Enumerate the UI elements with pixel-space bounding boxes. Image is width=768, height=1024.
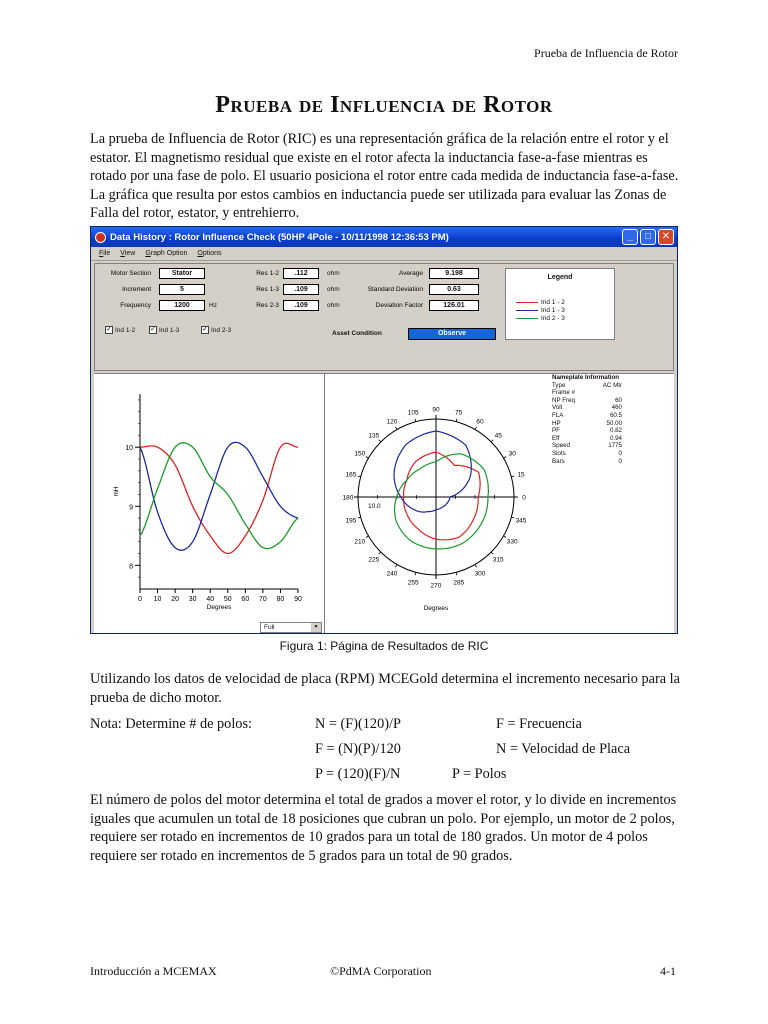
menu-graph-option[interactable]: Graph Option bbox=[145, 250, 188, 257]
legend-item-ind13 bbox=[516, 307, 565, 314]
x-tick-label: 30 bbox=[188, 596, 197, 603]
legend-item-ind12 bbox=[516, 299, 565, 306]
polar-angle-label: 45 bbox=[494, 432, 502, 440]
series-line-ind13 bbox=[140, 442, 298, 550]
nameplate-row bbox=[552, 420, 662, 428]
frequency-value: 1200 bbox=[159, 300, 205, 311]
increment-value: 5 bbox=[159, 284, 205, 295]
nameplate-row bbox=[552, 397, 662, 405]
nameplate-info bbox=[552, 374, 662, 465]
formula-n-def: N = Velocidad de Placa bbox=[496, 741, 631, 757]
footer-center: ©PdMA Corporation bbox=[330, 964, 432, 978]
polar-angle-label: 315 bbox=[492, 556, 504, 564]
formula-f-def: F = Frecuencia bbox=[496, 716, 582, 732]
asset-condition-label: Asset Condition bbox=[332, 330, 382, 337]
nameplate-value: 50.00 bbox=[606, 419, 622, 427]
nameplate-row bbox=[552, 427, 662, 435]
average-label: Average bbox=[398, 270, 423, 277]
polar-angle-label: 60 bbox=[476, 418, 484, 426]
nameplate-key: Bars bbox=[552, 457, 565, 465]
polar-angle-tick bbox=[366, 536, 369, 538]
legend bbox=[505, 268, 615, 340]
polar-angle-label: 330 bbox=[506, 538, 518, 546]
series-line-ind23 bbox=[140, 443, 298, 549]
polar-series-ind23 bbox=[395, 454, 489, 549]
maximize-button[interactable]: □ bbox=[640, 229, 656, 245]
y-axis-label: mH bbox=[113, 486, 120, 497]
polar-angle-tick bbox=[396, 427, 398, 430]
nameplate-key: HP bbox=[552, 419, 561, 427]
y-tick-label: 10 bbox=[125, 445, 133, 453]
polar-angle-label: 300 bbox=[474, 570, 486, 578]
y-tick-label: 8 bbox=[129, 563, 133, 571]
legend-label-ind13: Ind 1 - 3 bbox=[541, 307, 565, 314]
polar-angle-tick bbox=[456, 419, 457, 422]
polar-angle-label: 345 bbox=[515, 517, 527, 525]
nameplate-key: Slots bbox=[552, 449, 566, 457]
motor-section-label: Motor Section bbox=[110, 270, 151, 277]
nameplate-key: Eff bbox=[552, 434, 560, 442]
checkbox-ind23-box[interactable]: ✓ bbox=[202, 326, 208, 333]
x-tick-label: 50 bbox=[223, 596, 232, 603]
polar-angle-tick bbox=[358, 517, 361, 518]
polar-angle-label: 0 bbox=[522, 494, 526, 502]
polar-angle-label: 270 bbox=[430, 582, 442, 590]
nameplate-key: NP Freq bbox=[552, 396, 575, 404]
nameplate-row bbox=[552, 404, 662, 412]
nameplate-value: 0 bbox=[618, 457, 622, 465]
polar-angle-tick bbox=[366, 457, 369, 459]
asset-condition-status: Observe bbox=[408, 328, 496, 340]
paragraph-poles: El número de polos del motor determina el total de grados a mover el rotor, y lo divide en incrementos iguales que acumulen un total de 18 posiciones que cubran un polo. Por ejemplo, un motor de 2 polos, requiere ser rotado en incrementos de 10 grados para un total de 180 grados. Un motor de 4 polos requiere ser rotado en incrementos de 5 grados para un total de 90 grados. bbox=[90, 792, 677, 864]
window-titlebar bbox=[91, 227, 677, 247]
x-tick-label: 60 bbox=[241, 596, 250, 603]
polar-angle-tick bbox=[379, 552, 381, 554]
polar-angle-label: 150 bbox=[354, 450, 366, 458]
legend-swatch-ind12 bbox=[516, 302, 538, 304]
menu-view[interactable]: View bbox=[120, 250, 136, 257]
plot-divider bbox=[324, 374, 325, 634]
std-deviation-label: Standard Deviation bbox=[367, 286, 423, 293]
ric-results-window bbox=[90, 226, 678, 634]
x-tick-label: 10 bbox=[153, 596, 162, 603]
frequency-unit: Hz bbox=[209, 302, 217, 309]
res23-value: .109 bbox=[283, 300, 319, 311]
formula-note: Nota: Determine # de polos: bbox=[90, 716, 252, 732]
polar-angle-tick bbox=[475, 427, 477, 430]
close-button[interactable]: ✕ bbox=[658, 229, 674, 245]
polar-angle-tick bbox=[504, 457, 507, 459]
formula-p-def: P = Polos bbox=[452, 766, 507, 782]
std-deviation-value: 0.63 bbox=[429, 284, 479, 295]
footer-left: Introducción a MCEMAX bbox=[90, 964, 217, 978]
checkbox-ind12[interactable] bbox=[105, 326, 135, 334]
y-tick-label: 9 bbox=[129, 504, 133, 512]
polar-series-ind12 bbox=[404, 452, 481, 540]
polar-angle-label: 75 bbox=[455, 409, 463, 417]
polar-angle-label: 210 bbox=[354, 538, 366, 546]
nameplate-key: PF bbox=[552, 427, 560, 435]
res13-unit: ohm bbox=[327, 286, 340, 293]
polar-angle-tick bbox=[491, 440, 493, 442]
intro-paragraph: La prueba de Influencia de Rotor (RIC) es una representación gráfica de la relación entre el rotor y el estator. El magnetismo residual que existe en el rotor afecta la inductancia fase-a-fase mientras es rotado por una fase de polo. El usuario posiciona el rotor entre cada medida de inductancia fase-a-fase. La gráfica que resulta por estos cambios en inductancia puede ser utilizada para evaluar las Zonas de Falla del rotor, estator, y entrehierro. bbox=[90, 131, 679, 221]
formula-f: F = (N)(P)/120 bbox=[315, 741, 401, 757]
checkbox-ind12-box[interactable]: ✓ bbox=[106, 326, 112, 333]
nameplate-value bbox=[588, 389, 622, 397]
polar-angle-label: 105 bbox=[407, 409, 419, 417]
checkbox-ind23[interactable] bbox=[201, 326, 231, 334]
res13-label: Res 1-3 bbox=[256, 286, 279, 293]
polar-angle-label: 30 bbox=[508, 450, 516, 458]
legend-item-ind23 bbox=[516, 315, 565, 322]
x-tick-label: 90 bbox=[294, 596, 302, 603]
polar-angle-label: 120 bbox=[386, 418, 398, 426]
x-tick-label: 40 bbox=[206, 596, 215, 603]
polar-angle-label: 195 bbox=[345, 517, 357, 525]
polar-angle-label: 180 bbox=[342, 494, 354, 502]
menubar bbox=[91, 247, 677, 261]
range-select-value: Full bbox=[264, 624, 275, 631]
legend-swatch-ind13 bbox=[516, 310, 538, 312]
nameplate-key: Volt bbox=[552, 404, 563, 412]
nameplate-row bbox=[552, 458, 662, 466]
polar-angle-tick bbox=[379, 440, 381, 442]
nameplate-row bbox=[552, 442, 662, 450]
nameplate-value: 0 bbox=[618, 449, 622, 457]
nameplate-value: 0.82 bbox=[609, 427, 622, 435]
menu-options[interactable]: Options bbox=[197, 250, 222, 257]
nameplate-value: 0.94 bbox=[609, 434, 622, 442]
polar-angle-tick bbox=[358, 476, 361, 477]
res13-value: .109 bbox=[283, 284, 319, 295]
checkbox-ind12-label: Ind 1-2 bbox=[115, 326, 136, 334]
x-tick-label: 70 bbox=[258, 596, 267, 603]
deviation-factor-label: Deviation Factor bbox=[375, 302, 423, 309]
res23-label: Res 2-3 bbox=[256, 302, 279, 309]
res23-unit: ohm bbox=[327, 302, 340, 309]
formula-p: P = (120)(F)/N bbox=[315, 766, 401, 782]
legend-label-ind12: Ind 1 - 2 bbox=[541, 299, 565, 306]
formula-n: N = (F)(120)/P bbox=[315, 716, 401, 732]
page-title: Prueba de Influencia de Rotor bbox=[215, 92, 553, 118]
polar-angle-label: 240 bbox=[386, 570, 398, 578]
nameplate-value: 460 bbox=[611, 404, 622, 412]
figure-caption: Figura 1: Página de Resultados de RIC bbox=[279, 639, 489, 653]
polar-angle-tick bbox=[475, 565, 477, 568]
polar-angle-label: 135 bbox=[368, 432, 380, 440]
footer-page-number: 4-1 bbox=[660, 964, 676, 978]
nameplate-key: Type bbox=[552, 381, 566, 389]
checkbox-ind13-box[interactable]: ✓ bbox=[150, 326, 156, 333]
polar-angle-label: 255 bbox=[407, 579, 419, 587]
polar-angle-label: 225 bbox=[368, 556, 380, 564]
average-value: 9.198 bbox=[429, 268, 479, 279]
increment-label: Increment bbox=[122, 286, 151, 293]
x-axis-label: Degrees bbox=[206, 604, 232, 611]
polar-angle-tick bbox=[511, 476, 514, 477]
deviation-factor-value: 126.01 bbox=[429, 300, 479, 311]
polar-angle-tick bbox=[396, 565, 398, 568]
chevron-down-icon[interactable]: ▼ bbox=[311, 623, 321, 632]
checkbox-ind13-label: Ind 1-3 bbox=[159, 326, 180, 334]
polar-angle-tick bbox=[491, 552, 493, 554]
inductance-line-chart bbox=[94, 374, 324, 622]
nameplate-row bbox=[552, 450, 662, 458]
polar-angle-label: 285 bbox=[453, 579, 465, 587]
polar-angle-tick bbox=[504, 536, 507, 538]
nameplate-value: AC Mtr bbox=[602, 381, 622, 389]
checkbox-ind13[interactable] bbox=[149, 326, 179, 334]
frequency-label: Frequency bbox=[120, 302, 151, 309]
paragraph-increment: Utilizando los datos de velocidad de placa (RPM) MCEGold determina el incremento necesario para la prueba de dicho motor. bbox=[90, 671, 680, 706]
legend-label-ind23: Ind 2 - 3 bbox=[541, 315, 565, 322]
polar-angle-tick bbox=[456, 572, 457, 575]
nameplate-key: FLA bbox=[552, 411, 564, 419]
polar-angle-tick bbox=[415, 419, 416, 422]
x-tick-label: 0 bbox=[138, 596, 142, 603]
running-header: Prueba de Influencia de Rotor bbox=[534, 46, 678, 60]
nameplate-row bbox=[552, 435, 662, 443]
nameplate-title: Nameplate Information bbox=[552, 374, 620, 381]
nameplate-row bbox=[552, 382, 662, 390]
checkbox-ind23-label: Ind 2-3 bbox=[211, 326, 232, 334]
legend-swatch-ind23 bbox=[516, 318, 538, 320]
plot-area bbox=[94, 373, 674, 633]
nameplate-key: Frame # bbox=[552, 389, 576, 397]
legend-title: Legend bbox=[547, 274, 573, 281]
polar-angle-label: 165 bbox=[345, 471, 357, 479]
menu-file[interactable]: File bbox=[99, 250, 111, 257]
nameplate-row bbox=[552, 412, 662, 420]
range-select[interactable] bbox=[260, 622, 322, 633]
motor-section-value: Stator bbox=[159, 268, 205, 279]
res12-value: .112 bbox=[283, 268, 319, 279]
results-panel bbox=[94, 263, 674, 371]
polar-angle-label: 90 bbox=[432, 406, 440, 414]
nameplate-value: 60 bbox=[615, 396, 622, 404]
app-icon bbox=[95, 232, 106, 243]
polar-radius-label: 10.0 bbox=[368, 503, 381, 510]
nameplate-value: 1775 bbox=[608, 442, 622, 450]
nameplate-row bbox=[552, 389, 662, 397]
window-title: Data History : Rotor Influence Check (50HP 4Pole - 10/11/1998 12:36:53 PM) bbox=[110, 231, 449, 243]
polar-angle-tick bbox=[415, 572, 416, 575]
polar-angle-tick bbox=[511, 517, 514, 518]
x-tick-label: 20 bbox=[171, 596, 180, 603]
polar-axis-label: Degrees bbox=[423, 605, 449, 612]
minimize-button[interactable]: _ bbox=[622, 229, 638, 245]
inductance-polar-chart bbox=[326, 374, 552, 632]
nameplate-value: 60.5 bbox=[609, 411, 622, 419]
nameplate-key: Speed bbox=[552, 442, 570, 450]
x-tick-label: 80 bbox=[276, 596, 285, 603]
res12-unit: ohm bbox=[327, 270, 340, 277]
res12-label: Res 1-2 bbox=[256, 270, 279, 277]
polar-angle-label: 15 bbox=[517, 471, 525, 479]
polar-series-ind13 bbox=[394, 431, 471, 512]
